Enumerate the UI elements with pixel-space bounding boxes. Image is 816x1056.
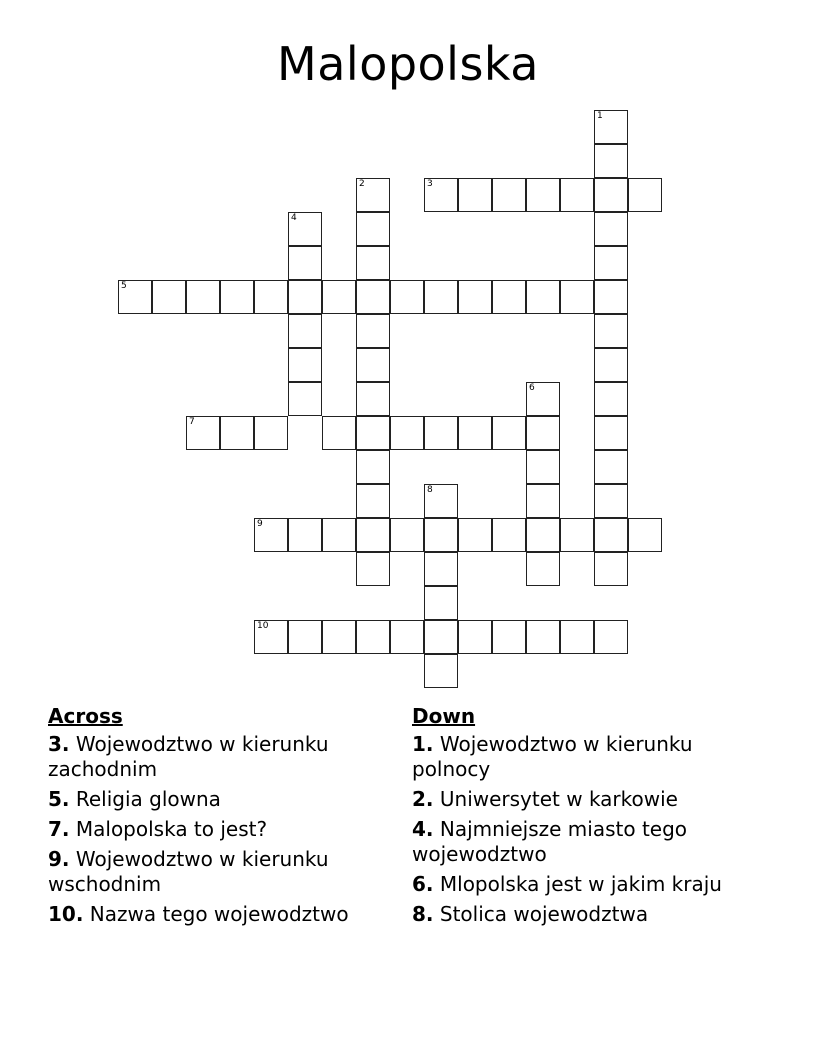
grid-cell[interactable] xyxy=(560,178,594,212)
grid-cell[interactable] xyxy=(526,552,560,586)
clue-number: 6. xyxy=(412,872,434,896)
grid-cell[interactable] xyxy=(424,484,458,518)
clue-number: 4. xyxy=(412,817,434,841)
grid-cell[interactable] xyxy=(492,518,526,552)
grid-cell[interactable] xyxy=(322,620,356,654)
down-clue-4 xyxy=(412,817,762,867)
clue-number: 10. xyxy=(48,902,84,926)
grid-cell[interactable] xyxy=(594,450,628,484)
grid-cell[interactable] xyxy=(186,280,220,314)
grid-cell[interactable] xyxy=(254,416,288,450)
grid-cell[interactable] xyxy=(492,280,526,314)
grid-cell[interactable] xyxy=(560,518,594,552)
grid-cell[interactable] xyxy=(356,280,390,314)
grid-cell[interactable] xyxy=(458,518,492,552)
across-clue-3 xyxy=(48,732,398,782)
grid-cell[interactable] xyxy=(458,178,492,212)
cell-number: 1 xyxy=(597,111,603,121)
grid-cell[interactable] xyxy=(594,110,628,144)
clue-text: Wojewodztwo w kierunku wschodnim xyxy=(48,847,329,896)
grid-cell[interactable] xyxy=(288,518,322,552)
down-clue-8 xyxy=(412,902,762,927)
across-clue-9 xyxy=(48,847,398,897)
clue-text: Najmniejsze miasto tego wojewodztwo xyxy=(412,817,688,866)
grid-cell[interactable] xyxy=(458,280,492,314)
grid-cell[interactable] xyxy=(322,416,356,450)
cell-number: 10 xyxy=(257,621,269,631)
grid-cell[interactable] xyxy=(356,518,390,552)
cell-number: 5 xyxy=(121,281,127,291)
grid-cell[interactable] xyxy=(390,280,424,314)
grid-cell[interactable] xyxy=(526,450,560,484)
grid-cell[interactable] xyxy=(424,586,458,620)
grid-cell[interactable] xyxy=(526,518,560,552)
grid-cell[interactable] xyxy=(594,382,628,416)
grid-cell[interactable] xyxy=(322,280,356,314)
puzzle-title: Malopolska xyxy=(277,37,539,91)
grid-cell[interactable] xyxy=(594,348,628,382)
grid-cell[interactable] xyxy=(526,416,560,450)
grid-cell[interactable] xyxy=(356,382,390,416)
grid-cell[interactable] xyxy=(594,144,628,178)
grid-cell[interactable] xyxy=(288,382,322,416)
down-clues xyxy=(412,702,762,932)
grid-cell[interactable] xyxy=(356,178,390,212)
grid-cell[interactable] xyxy=(560,280,594,314)
grid-cell[interactable] xyxy=(424,552,458,586)
across-clue-7 xyxy=(48,817,398,842)
grid-cell[interactable] xyxy=(458,620,492,654)
grid-cell[interactable] xyxy=(458,416,492,450)
grid-cell[interactable] xyxy=(526,178,560,212)
grid-cell[interactable] xyxy=(220,280,254,314)
grid-cell[interactable] xyxy=(492,620,526,654)
grid-cell[interactable] xyxy=(288,280,322,314)
cell-number: 8 xyxy=(427,485,433,495)
grid-cell[interactable] xyxy=(424,620,458,654)
down-clue-6 xyxy=(412,872,762,897)
grid-cell[interactable] xyxy=(492,416,526,450)
grid-cell[interactable] xyxy=(390,416,424,450)
grid-cell[interactable] xyxy=(526,280,560,314)
grid-cell[interactable] xyxy=(356,450,390,484)
clue-text: Stolica wojewodztwa xyxy=(439,902,649,926)
clue-number: 5. xyxy=(48,787,70,811)
grid-cell[interactable] xyxy=(424,280,458,314)
clue-number: 8. xyxy=(412,902,434,926)
grid-cell[interactable] xyxy=(288,246,322,280)
grid-cell[interactable] xyxy=(594,552,628,586)
across-clues xyxy=(48,702,398,932)
clue-text: Religia glowna xyxy=(75,787,221,811)
grid-cell[interactable] xyxy=(356,348,390,382)
cell-number: 6 xyxy=(529,383,535,393)
grid-cell[interactable] xyxy=(356,246,390,280)
grid-cell[interactable] xyxy=(288,314,322,348)
cell-number: 9 xyxy=(257,519,263,529)
grid-cell[interactable] xyxy=(186,416,220,450)
grid-cell[interactable] xyxy=(118,280,152,314)
grid-cell[interactable] xyxy=(390,620,424,654)
grid-cell[interactable] xyxy=(424,178,458,212)
grid-cell[interactable] xyxy=(594,178,628,212)
grid-cell[interactable] xyxy=(594,280,628,314)
grid-cell[interactable] xyxy=(526,484,560,518)
grid-cell[interactable] xyxy=(628,178,662,212)
grid-cell[interactable] xyxy=(254,620,288,654)
clue-text: Nazwa tego wojewodztwo xyxy=(89,902,349,926)
grid-cell[interactable] xyxy=(322,518,356,552)
grid-cell[interactable] xyxy=(594,314,628,348)
grid-cell[interactable] xyxy=(560,620,594,654)
grid-cell[interactable] xyxy=(288,348,322,382)
grid-cell[interactable] xyxy=(288,620,322,654)
cell-number: 4 xyxy=(291,213,297,223)
clue-number: 7. xyxy=(48,817,70,841)
clue-text: Wojewodztwo w kierunku zachodnim xyxy=(48,732,329,781)
grid-cell[interactable] xyxy=(254,280,288,314)
clue-text: Mlopolska jest w jakim kraju xyxy=(439,872,722,896)
clue-number: 1. xyxy=(412,732,434,756)
grid-cell[interactable] xyxy=(526,382,560,416)
clue-text: Wojewodztwo w kierunku polnocy xyxy=(412,732,693,781)
clue-number: 3. xyxy=(48,732,70,756)
clue-number: 9. xyxy=(48,847,70,871)
grid-cell[interactable] xyxy=(594,212,628,246)
down-heading: Down xyxy=(412,704,476,728)
grid-cell[interactable] xyxy=(628,518,662,552)
grid-cell[interactable] xyxy=(220,416,254,450)
grid-cell[interactable] xyxy=(424,654,458,688)
grid-cell[interactable] xyxy=(288,212,322,246)
grid-cell[interactable] xyxy=(594,620,628,654)
down-clue-1 xyxy=(412,732,762,782)
grid-cell[interactable] xyxy=(356,620,390,654)
grid-cell[interactable] xyxy=(356,416,390,450)
clue-text: Malopolska to jest? xyxy=(75,817,268,841)
cell-number: 3 xyxy=(427,179,433,189)
grid-cell[interactable] xyxy=(526,620,560,654)
grid-cell[interactable] xyxy=(424,518,458,552)
clue-text: Uniwersytet w karkowie xyxy=(439,787,678,811)
grid-cell[interactable] xyxy=(356,484,390,518)
clue-number: 2. xyxy=(412,787,434,811)
across-clue-5 xyxy=(48,787,398,812)
grid-cell[interactable] xyxy=(356,314,390,348)
grid-cell[interactable] xyxy=(254,518,288,552)
grid-cell[interactable] xyxy=(594,246,628,280)
down-clue-2 xyxy=(412,787,762,812)
grid-cell[interactable] xyxy=(390,518,424,552)
grid-cell[interactable] xyxy=(594,484,628,518)
grid-cell[interactable] xyxy=(356,212,390,246)
across-clue-10 xyxy=(48,902,398,927)
grid-cell[interactable] xyxy=(594,518,628,552)
cell-number: 2 xyxy=(359,179,365,189)
across-heading: Across xyxy=(48,704,123,728)
grid-cell[interactable] xyxy=(594,416,628,450)
grid-cell[interactable] xyxy=(356,552,390,586)
grid-cell[interactable] xyxy=(492,178,526,212)
grid-cell[interactable] xyxy=(424,416,458,450)
grid-cell[interactable] xyxy=(152,280,186,314)
cell-number: 7 xyxy=(189,417,195,427)
